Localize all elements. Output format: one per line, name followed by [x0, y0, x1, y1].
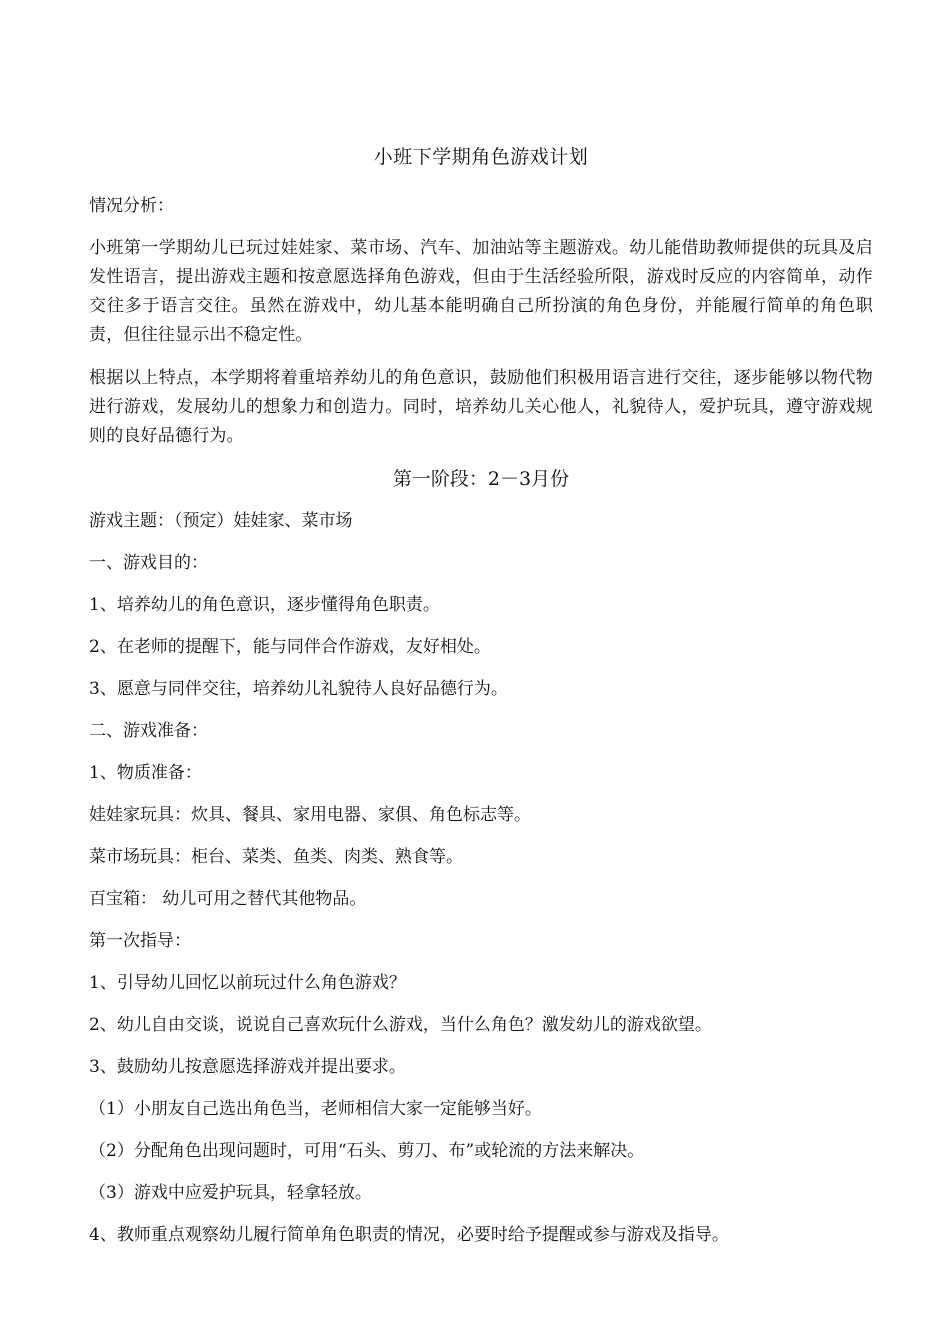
stage-one-title: 第一阶段：2－3月份	[392, 468, 570, 490]
guidance-item-3: 3、鼓励幼儿按意愿选择游戏并提出要求。	[89, 1057, 406, 1077]
section-preparation-heading: 二、游戏准备：	[89, 721, 208, 741]
document-page	[89, 142, 873, 1263]
paragraph-plan: 根据以上特点，本学期将着重培养幼儿的角色意识，鼓励他们积极用语言进行交往，逐步能够以物代物进行游戏，发展幼儿的想象力和创造力。同时，培养幼儿关心他人，礼貌待人，爱护玩具，遵守游戏规则的良好品德行为。	[89, 368, 873, 446]
document-title: 小班下学期角色游戏计划	[373, 146, 589, 168]
requirement-item-2: （2）分配角色出现问题时，可用“石头、剪刀、布”或轮流的方法来解决。	[89, 1141, 645, 1161]
goal-item-3: 3、愿意与同伴交往，培养幼儿礼貌待人良好品德行为。	[89, 679, 508, 699]
paragraph-situation: 小班第一学期幼儿已玩过娃娃家、菜市场、汽车、加油站等主题游戏。幼儿能借助教师提供的玩具及启发性语言，提出游戏主题和按意愿选择角色游戏，但由于生活经验所限，游戏时反应的内容简单，动作交往多于语言交往。虽然在游戏中，幼儿基本能明确自己所扮演的角色身份，并能履行简单的角色职责，但往往显示出不稳定性。	[89, 238, 873, 345]
guidance-item-1: 1、引导幼儿回忆以前玩过什么角色游戏？	[89, 973, 406, 993]
treasure-box-line: 百宝箱： 幼儿可用之替代其他物品。	[89, 889, 367, 909]
goal-item-2: 2、在老师的提醒下，能与同伴合作游戏，友好相处。	[89, 637, 491, 657]
requirement-item-3: （3）游戏中应爱护玩具，轻拿轻放。	[89, 1183, 372, 1203]
first-guidance-heading: 第一次指导：	[89, 931, 191, 951]
doll-house-toys-line: 娃娃家玩具：炊具、餐具、家用电器、家俱、角色标志等。	[89, 805, 531, 825]
goal-item-1: 1、培养幼儿的角色意识，逐步懂得角色职责。	[89, 595, 440, 615]
guidance-item-4: 4、教师重点观察幼儿履行简单角色职责的情况，必要时给予提醒或参与游戏及指导。	[89, 1225, 729, 1245]
section-goals-heading: 一、游戏目的：	[89, 553, 208, 573]
game-theme-line: 游戏主题：（预定）娃娃家、菜市场	[89, 511, 353, 531]
requirement-item-1: （1）小朋友自己选出角色当，老师相信大家一定能够当好。	[89, 1099, 542, 1119]
situation-heading: 情况分析：	[89, 196, 174, 216]
guidance-item-2: 2、幼儿自由交谈，说说自己喜欢玩什么游戏，当什么角色？激发幼儿的游戏欲望。	[89, 1015, 712, 1035]
market-toys-line: 菜市场玩具：柜台、菜类、鱼类、肉类、熟食等。	[89, 847, 463, 867]
material-preparation-heading: 1、物质准备：	[89, 763, 202, 783]
